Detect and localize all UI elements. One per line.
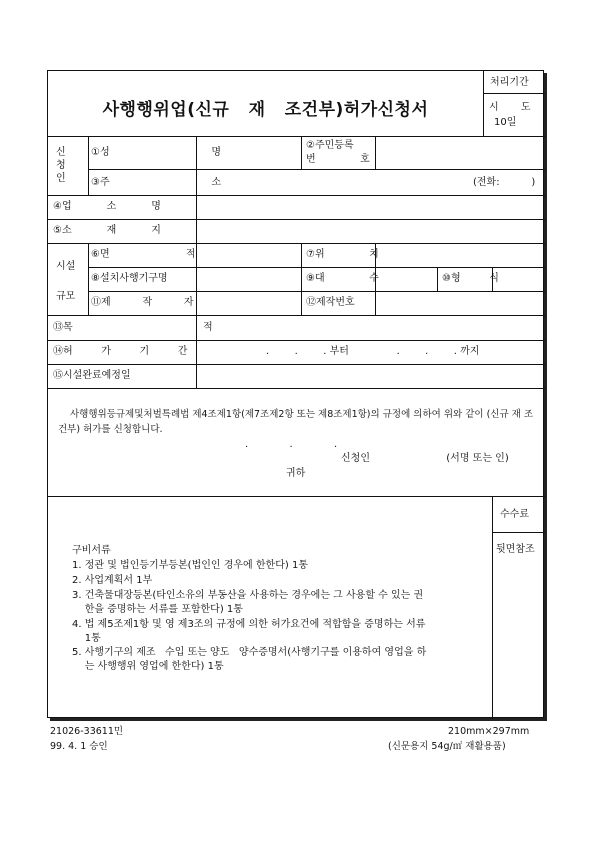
document-item: 3. 건축물대장등본(타인소유의 부동산을 사용하는 경우에는 그 사용할 수 있는 권: [72, 590, 424, 601]
header-divider: [483, 71, 484, 136]
row-line: [88, 169, 545, 170]
row-line: [48, 219, 545, 220]
applicant-name-label: ①성 명: [91, 147, 222, 158]
documents-heading: 구비서류: [72, 545, 111, 556]
col-line: [88, 136, 89, 195]
maker-label: ⑪제 작 자: [91, 297, 194, 308]
fee-label: 수수료: [500, 509, 529, 520]
document-item: 5. 사행기구의 제조 수입 또는 양도 양수증명서(사행기구를 이용하여 영업을 하: [72, 647, 427, 658]
form-number: 21026-33611민: [50, 726, 124, 737]
resident-number-label-2: 번 호: [306, 154, 370, 165]
facility-group-label-1: 시설: [56, 261, 76, 272]
col-line: [437, 267, 438, 291]
col-line: [301, 243, 302, 315]
document-item: 1통: [72, 633, 101, 644]
fee-divider: [492, 532, 545, 533]
completion-date-label: ⑮시설완료예정일: [53, 370, 131, 381]
document-item: 1. 정관 및 법인등기부등본(법인인 경우에 한한다) 1통: [72, 560, 308, 571]
col-line: [375, 136, 376, 169]
document-item: 4. 법 제5조제1항 및 영 제3조의 규정에 의한 허가요건에 적합함을 증명하는 서류: [72, 619, 426, 630]
form-title: 사행행위업(신규 재 조건부)허가신청서: [102, 100, 429, 120]
trade-name-label: ④업 소 명: [53, 201, 161, 212]
processing-period-label: 처리기간: [490, 77, 529, 88]
period-label: ⑭허 가 기 간: [53, 346, 188, 357]
type-label: ⑩형 식: [442, 273, 499, 284]
resident-number-label: ②주민등록: [306, 140, 354, 151]
facility-group-label-2: 규모: [56, 291, 76, 302]
declaration-date: . . .: [245, 439, 338, 450]
addressee: 귀하: [286, 468, 306, 479]
purpose-label: ⑬목 적: [53, 322, 213, 333]
serial-number-label: ⑫제작번호: [306, 297, 355, 308]
fee-note: 뒷면참조: [496, 544, 535, 555]
col-line: [88, 243, 89, 315]
col-line: [301, 136, 302, 169]
row-line: [48, 136, 545, 137]
row-line: [48, 388, 545, 389]
row-line: [88, 291, 545, 292]
form-shadow-right: [544, 73, 547, 721]
application-form: [47, 70, 544, 718]
paper-size: 210mm×297mm: [448, 726, 530, 737]
processing-days: 10일: [494, 117, 517, 128]
row-line: [48, 340, 545, 341]
period-value: . . . 부터 . . . 까지: [266, 346, 480, 357]
approval-date: 99. 4. 1 승인: [50, 741, 108, 752]
count-label: ⑨대 수: [306, 273, 379, 284]
row-line: [88, 267, 545, 268]
document-item: 2. 사업계획서 1부: [72, 575, 153, 586]
phone-label: (전화: ): [473, 177, 536, 188]
applicant-group-label-1: 신: [56, 147, 66, 158]
form-shadow-bottom: [50, 718, 547, 721]
applicant-address-label: ③주 소: [91, 177, 222, 188]
area-label: ⑥면 적: [91, 249, 196, 260]
row-line: [48, 243, 545, 244]
row-line: [48, 195, 545, 196]
row-line: [48, 315, 545, 316]
processing-unit: 시 도: [489, 102, 531, 113]
location-label: ⑤소 재 지: [53, 225, 161, 236]
fee-column-line: [492, 496, 493, 719]
declaration-text: 사행행위등규제및처벌특례법 제4조제1항(제7조제2항 또는 제8조제1항)의 규정에 의하여 위와 같이 (신규 재 조건부) 허가를 신청합니다.: [58, 409, 534, 435]
signer-line: 신청인 (서명 또는 인): [341, 453, 509, 464]
applicant-group-label-3: 인: [56, 173, 66, 184]
device-name-label: ⑧설치사행기구명: [91, 273, 168, 284]
position-label: ⑦위 치: [306, 249, 379, 260]
applicant-group-label-2: 청: [56, 160, 66, 171]
document-item: 는 사행행위 영업에 한한다) 1통: [72, 661, 224, 672]
processing-divider: [483, 93, 545, 94]
row-line: [48, 496, 545, 497]
col-line: [196, 136, 197, 388]
document-item: 한을 증명하는 서류를 포함한다) 1통: [72, 604, 243, 615]
paper-spec: (신문용지 54g/㎡ 재활용품): [388, 741, 506, 752]
row-line: [48, 364, 545, 365]
